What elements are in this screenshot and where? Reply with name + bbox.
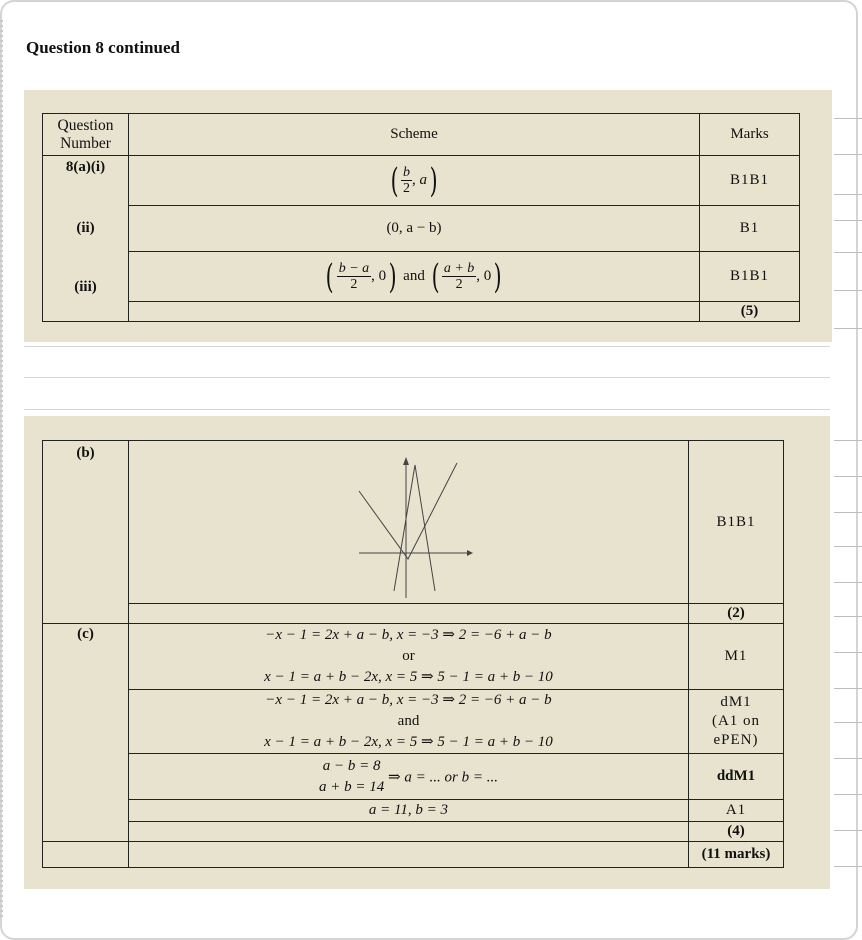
header-scheme: Scheme (129, 114, 700, 156)
header-marks: Marks (700, 114, 800, 156)
and-word: and (397, 713, 420, 729)
marks-total-a: (5) (700, 302, 800, 322)
header-question-line2: Number (60, 134, 111, 152)
frac1-num: b − a (338, 261, 370, 276)
frac2-rest: 0 (483, 267, 492, 284)
marks-8c-a1: A1 (689, 800, 784, 822)
scheme-8c-block2 (129, 690, 689, 754)
marks-8c-dm1 (689, 690, 784, 754)
separator-line-1 (24, 346, 830, 347)
marks-total-b: (2) (689, 604, 784, 624)
grand-total-empty-scheme (129, 842, 689, 868)
marks-8aii: B1 (700, 206, 800, 252)
question-number-8c: (c) (43, 624, 129, 690)
header-question-number (43, 114, 129, 156)
question-number-8b-empty (43, 604, 129, 624)
separator-line-3 (24, 409, 830, 410)
grand-total-empty-q (43, 842, 129, 868)
frac1-rest: 0 (378, 267, 387, 284)
marks-8ai: B1B1 (700, 156, 800, 206)
margin-rules-a (834, 90, 862, 350)
marks-8aiii: B1B1 (700, 252, 800, 302)
marks-8c-ddm1: ddM1 (689, 754, 784, 800)
equation-line: −x − 1 = 2x + a − b, x = −3 ⇒ 2 = −6 + a − b (265, 627, 552, 643)
separator-line-2 (24, 377, 830, 378)
mark-line: (A1 on (711, 713, 761, 729)
question-number-8b: (b) (43, 441, 129, 604)
question-number-8c-cont3 (43, 800, 129, 822)
frac-den: 2 (403, 181, 410, 196)
equation-line: a − b = 8 (322, 757, 381, 774)
equation-line: x − 1 = a + b − 2x, x = 5 ⇒ 5 − 1 = a + b − 10 (264, 734, 553, 750)
mark-scheme-table-b (42, 440, 784, 868)
grand-total-marks: (11 marks) (689, 842, 784, 868)
question-number-8c-cont2 (43, 754, 129, 800)
scheme-8c-block3 (129, 754, 689, 800)
curve-v-shape (359, 463, 457, 559)
frac-num: b (403, 165, 410, 180)
question-number-8ai: 8(a)(i) (43, 156, 129, 206)
scheme-8c-block1 (129, 624, 689, 690)
mark-line: dM1 (720, 694, 752, 710)
scheme-8aiii: ( $\frac{b - a}{2}$ , 0) and ( $\frac{a + b}{2}$ , 0) (129, 252, 700, 302)
scheme-8aii: (0, a − b) (129, 206, 700, 252)
marks-8b: B1B1 (689, 441, 784, 604)
scheme-rest: a (419, 171, 427, 188)
sketch-cell (129, 441, 689, 604)
frac2-den: 2 (455, 277, 463, 292)
mark-line: ePEN) (713, 732, 759, 748)
question-number-8aiii: (iii) (43, 252, 129, 302)
equation-line: a + b = 14 (319, 778, 385, 795)
margin-rules-b (834, 416, 862, 896)
scheme-8b-empty (129, 604, 689, 624)
graph-sketch (339, 453, 479, 603)
marks-8c-m1: M1 (689, 624, 784, 690)
question-number-8c-cont (43, 690, 129, 754)
marks-total-c: (4) (689, 822, 784, 842)
question-number-8c-empty (43, 822, 129, 842)
and-word: and (403, 267, 425, 284)
question-number-8aii: (ii) (43, 206, 129, 252)
header-question-line1: Question (57, 116, 114, 134)
equation-line: x − 1 = a + b − 2x, x = 5 ⇒ 5 − 1 = a + b − 10 (264, 669, 553, 685)
scheme-8c-answer: a = 11, b = 3 (129, 800, 689, 822)
left-border-dots (0, 20, 3, 917)
mark-scheme-table-a (42, 113, 800, 322)
scheme-8ai: ( $\frac{b}{2}$ , a) (129, 156, 700, 206)
scheme-empty (129, 302, 700, 322)
page-heading: Question 8 continued (26, 38, 180, 57)
deduction: ⇒ a = ... or b = ... (388, 769, 498, 785)
or-word: or (402, 648, 415, 664)
frac2-num: a + b (443, 261, 475, 276)
scheme-8c-empty (129, 822, 689, 842)
question-number-empty (43, 302, 129, 322)
frac1-den: 2 (350, 277, 358, 292)
x-axis-arrow (467, 550, 473, 556)
y-axis-arrow (403, 457, 409, 465)
curve-inverted-v (394, 465, 435, 591)
equation-line: −x − 1 = 2x + a − b, x = −3 ⇒ 2 = −6 + a − b (265, 692, 552, 708)
